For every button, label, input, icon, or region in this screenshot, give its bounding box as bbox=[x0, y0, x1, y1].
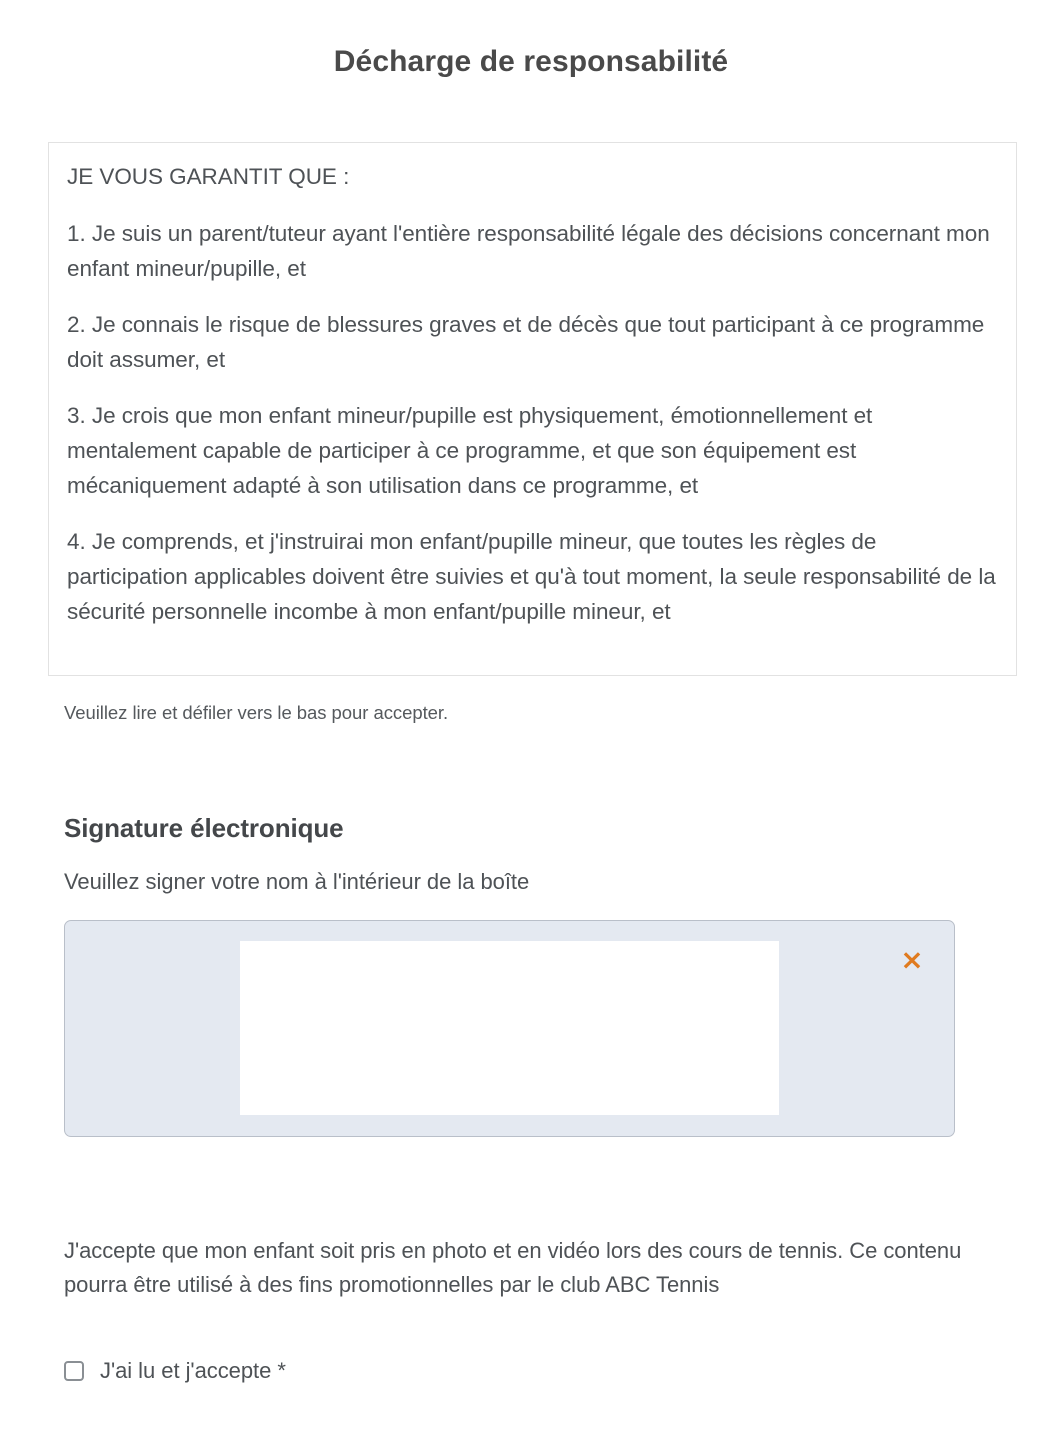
waiver-scroll-box[interactable] bbox=[48, 142, 1017, 676]
media-consent-text: J'accepte que mon enfant soit pris en photo et en vidéo lors des cours de tennis. Ce contenu pourra être utilisé à des fins promotionnelles par le club ABC Tennis bbox=[64, 1238, 962, 1297]
signature-pad[interactable] bbox=[64, 920, 955, 1137]
scroll-hint-text: Veuillez lire et défiler vers le bas pour accepter. bbox=[64, 702, 449, 723]
waiver-lead-text: JE VOUS GARANTIT QUE : bbox=[67, 164, 350, 189]
signature-instruction: Veuillez signer votre nom à l'intérieur de la boîte bbox=[64, 869, 530, 894]
waiver-content bbox=[49, 143, 1016, 629]
clear-signature-icon[interactable]: × bbox=[900, 943, 924, 976]
signature-section-heading: Signature électronique bbox=[64, 813, 344, 843]
waiver-clause-1: 1. Je suis un parent/tuteur ayant l'entière responsabilité légale des décisions concernant mon enfant mineur/pupille, et bbox=[67, 221, 990, 281]
page-title: Décharge de responsabilité bbox=[333, 45, 729, 78]
waiver-clause-4: 4. Je comprends, et j'instruirai mon enfant/pupille mineur, que toutes les règles de participation applicables doivent être suivies et qu'à tout moment, la seule responsabilité de la sécurité personnelle incombe à mon enfant/pupille mineur, et bbox=[67, 529, 996, 624]
consent-checkbox[interactable] bbox=[64, 1361, 84, 1381]
signature-canvas[interactable] bbox=[240, 941, 779, 1115]
waiver-clause-2: 2. Je connais le risque de blessures graves et de décès que tout participant à ce programme doit assumer, et bbox=[67, 312, 985, 372]
waiver-clause-3: 3. Je crois que mon enfant mineur/pupille est physiquement, émotionnellement et mentalement capable de participer à ce programme, et que son équipement est mécaniquement adapté à son utilisation dans ce programme, et bbox=[67, 403, 873, 498]
consent-checkbox-row[interactable] bbox=[64, 1356, 286, 1386]
consent-checkbox-label[interactable]: J'ai lu et j'accepte * bbox=[100, 1358, 286, 1383]
